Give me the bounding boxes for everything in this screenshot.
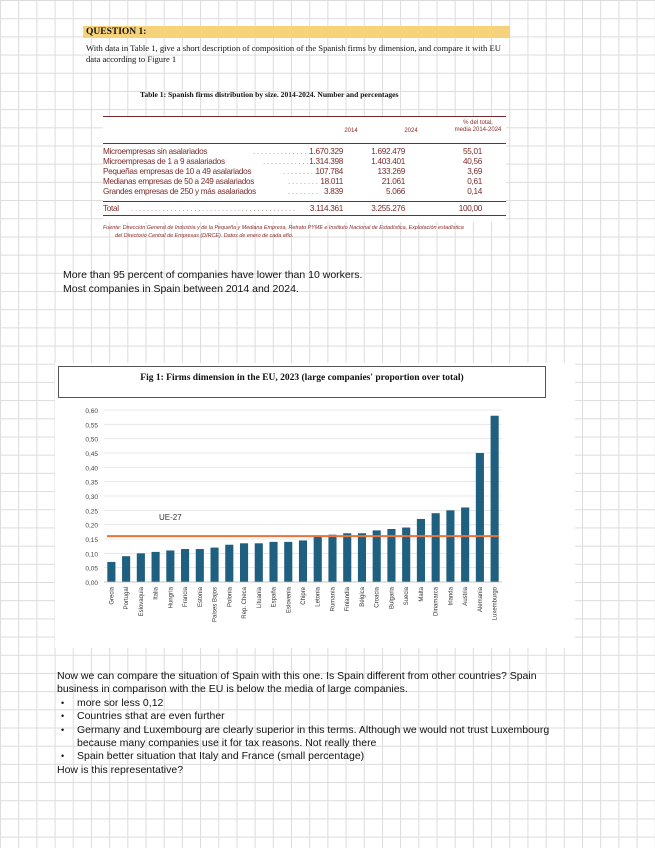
leader-dots: . . . . . . . . . . . . . . . . . . . . . . . . . . . . . . . . . . . . . . . . . . <box>131 204 295 213</box>
note-line-2: Most companies in Spain between 2014 and 2024. <box>63 283 299 295</box>
x-tick-label: Estonia <box>197 587 204 608</box>
y-tick-label: 0,45 <box>85 451 98 458</box>
bar-b-lgica <box>358 533 366 582</box>
x-tick-label: Lituania <box>256 587 263 609</box>
bar-estonia <box>196 549 204 582</box>
x-tick-label: Irlanda <box>448 587 455 606</box>
x-tick-label: Eslovenia <box>286 587 293 614</box>
answer-bullets <box>57 697 637 764</box>
x-tick-label: Suecia <box>404 587 411 606</box>
x-tick-label: Bélgica <box>359 587 366 607</box>
answer-block <box>57 670 637 777</box>
eu-firms-bar-chart <box>70 402 510 646</box>
spanish-firms-table <box>103 116 506 222</box>
question-text: With data in Table 1, give a short description of composition of the Spanish firms by dimension, and compare it with EU data according to Figure 1 <box>86 43 501 64</box>
y-tick-label: 0,25 <box>85 508 98 516</box>
bar-irlanda <box>446 510 454 582</box>
col-header-pct: % del total, media 2014-2024 <box>454 120 502 133</box>
x-tick-label: Bulgaria <box>389 587 396 610</box>
table-row: Medianas empresas de 50 a 249 asalariados . . . . . . . . 18.011 21.061 0,61 <box>103 177 482 186</box>
bar-francia <box>181 549 189 582</box>
answer-intro-2: business in comparison with the EU is below the media of large companies. <box>57 683 408 696</box>
question-title: QUESTION 1: <box>86 27 147 37</box>
bar-rep-checa <box>240 543 248 582</box>
table-source: Fuente: Dirección General de Industria y de la Pequeña y Mediana Empresa, Retrato PYME e Instituto Nacional de Estadística, Explotación estadística del Directorio Central de Empresas (DIRCE). Datos de enero de cada año. <box>103 225 464 239</box>
y-tick-label: 0,10 <box>85 551 98 559</box>
x-tick-label: Letonia <box>315 587 322 607</box>
y-tick-label: 0,00 <box>85 580 98 587</box>
x-tick-label: Francia <box>183 587 190 608</box>
bar-malta <box>417 519 425 582</box>
question-highlight <box>83 26 510 38</box>
eu27-label: UE-27 <box>158 513 182 523</box>
bar-hungr-a <box>166 550 174 582</box>
x-tick-label: Hungría <box>168 587 175 609</box>
bar-alemania <box>476 453 484 582</box>
table-row: Microempresas de 1 a 9 asalariados . . . . . . . . . . . . . 1.314.398 1.403.401 40,56 <box>103 157 482 166</box>
leader-dots: . . . . . . . . . . . . . . . <box>253 147 311 156</box>
table-row: Microempresas sin asalariados . . . . . . . . . . . . . . . 1.670.329 1.692.479 55,01 <box>103 147 482 156</box>
x-tick-label: Grecia <box>109 587 116 605</box>
list-item: • more sor less 0,12 <box>77 697 637 710</box>
y-tick-label: 0,50 <box>85 436 98 444</box>
list-item: • Countries sthat are even further <box>77 710 637 723</box>
col-header-2014: 2014 <box>344 128 358 134</box>
leader-dots: . . . . . . . . <box>288 177 318 186</box>
bar-dinamarca <box>432 513 440 582</box>
bar-polonia <box>225 545 233 582</box>
y-tick-label: 0,30 <box>85 494 98 501</box>
col-header-2024: 2024 <box>404 128 418 134</box>
table-row: Grandes empresas de 250 y más asalariados . . . . . . . . 3.839 5.066 0,14 <box>103 187 482 196</box>
x-tick-label: Finlandia <box>345 587 352 612</box>
bar-ruman-a <box>328 535 336 582</box>
y-tick-label: 0,55 <box>85 422 98 430</box>
leader-dots: . . . . . . . . . <box>283 167 317 176</box>
bar-eslovenia <box>284 542 292 582</box>
table-row: Pequeñas empresas de 10 a 49 asalariados . . . . . . . . . 107.784 133.269 3,69 <box>103 167 482 176</box>
bar-letonia <box>314 536 322 582</box>
bar-luxemburgo <box>491 416 499 582</box>
y-tick-label: 0,35 <box>85 479 98 487</box>
leader-dots: . . . . . . . . . . . . . <box>263 157 313 166</box>
x-tick-label: Italia <box>153 587 160 600</box>
bar-portugal <box>122 556 130 582</box>
bar-espa-a <box>269 542 277 582</box>
answer-question: How is this representative? <box>57 763 184 776</box>
y-tick-label: 0,15 <box>85 537 98 544</box>
leader-dots: . . . . . . . . <box>288 187 318 196</box>
figure-title: Fig 1: Firms dimension in the EU, 2023 (large companies' proportion over total) <box>140 373 464 383</box>
bar-austria <box>461 507 469 582</box>
x-tick-label: Portugal <box>124 587 131 610</box>
list-item: • Spain better situation that Italy and France (small percentage) <box>77 750 637 763</box>
bar-chipre <box>299 540 307 582</box>
x-tick-label: Polonia <box>227 587 234 608</box>
x-tick-label: Croacia <box>374 587 381 608</box>
table-total-row: Total . . . . . . . . . . . . . . . . . . . . . . . . . . . . . . . . . . . . . . . . . . 3.114.361 3.255.276 100,00 <box>103 204 482 213</box>
x-tick-label: Chipre <box>301 587 307 605</box>
y-tick-label: 0,40 <box>85 465 98 473</box>
note-line-1: More than 95 percent of companies have lower than 10 workers. <box>63 269 363 281</box>
x-tick-label: Alemania <box>477 587 484 613</box>
x-tick-label: Dinamarca <box>433 587 440 617</box>
list-item: • Germany and Luxembourg are clearly superior in this terms. Although we would not trust Luxembourg because many companies use it for tax reasons. Not really there <box>77 724 637 751</box>
x-tick-label: Rep. Checa <box>242 587 249 619</box>
y-tick-label: 0,20 <box>85 522 98 530</box>
x-tick-label: Países Bajos <box>212 587 219 623</box>
bar-italia <box>152 552 160 582</box>
bar-eslovaquia <box>137 553 145 582</box>
bar-croacia <box>373 530 381 582</box>
x-tick-label: España <box>271 587 278 608</box>
y-tick-label: 0,60 <box>85 408 98 415</box>
x-tick-label: Rumanía <box>330 587 337 612</box>
x-tick-label: Malta <box>418 587 425 602</box>
bar-finlandia <box>343 533 351 582</box>
answer-intro-1: Now we can compare the situation of Spain with this one. Is Spain different from other countries? Spain <box>57 670 537 682</box>
x-tick-label: Luxemburgo <box>492 587 499 621</box>
x-tick-label: Eslovaquia <box>138 587 145 617</box>
bar-pa-ses-bajos <box>211 548 219 582</box>
table-caption: Table 1: Spanish firms distribution by size. 2014-2024. Number and percentages <box>140 90 399 99</box>
y-tick-label: 0,05 <box>85 565 98 573</box>
bar-grecia <box>107 562 115 582</box>
bar-lituania <box>255 543 263 582</box>
x-tick-label: Austria <box>463 587 470 606</box>
